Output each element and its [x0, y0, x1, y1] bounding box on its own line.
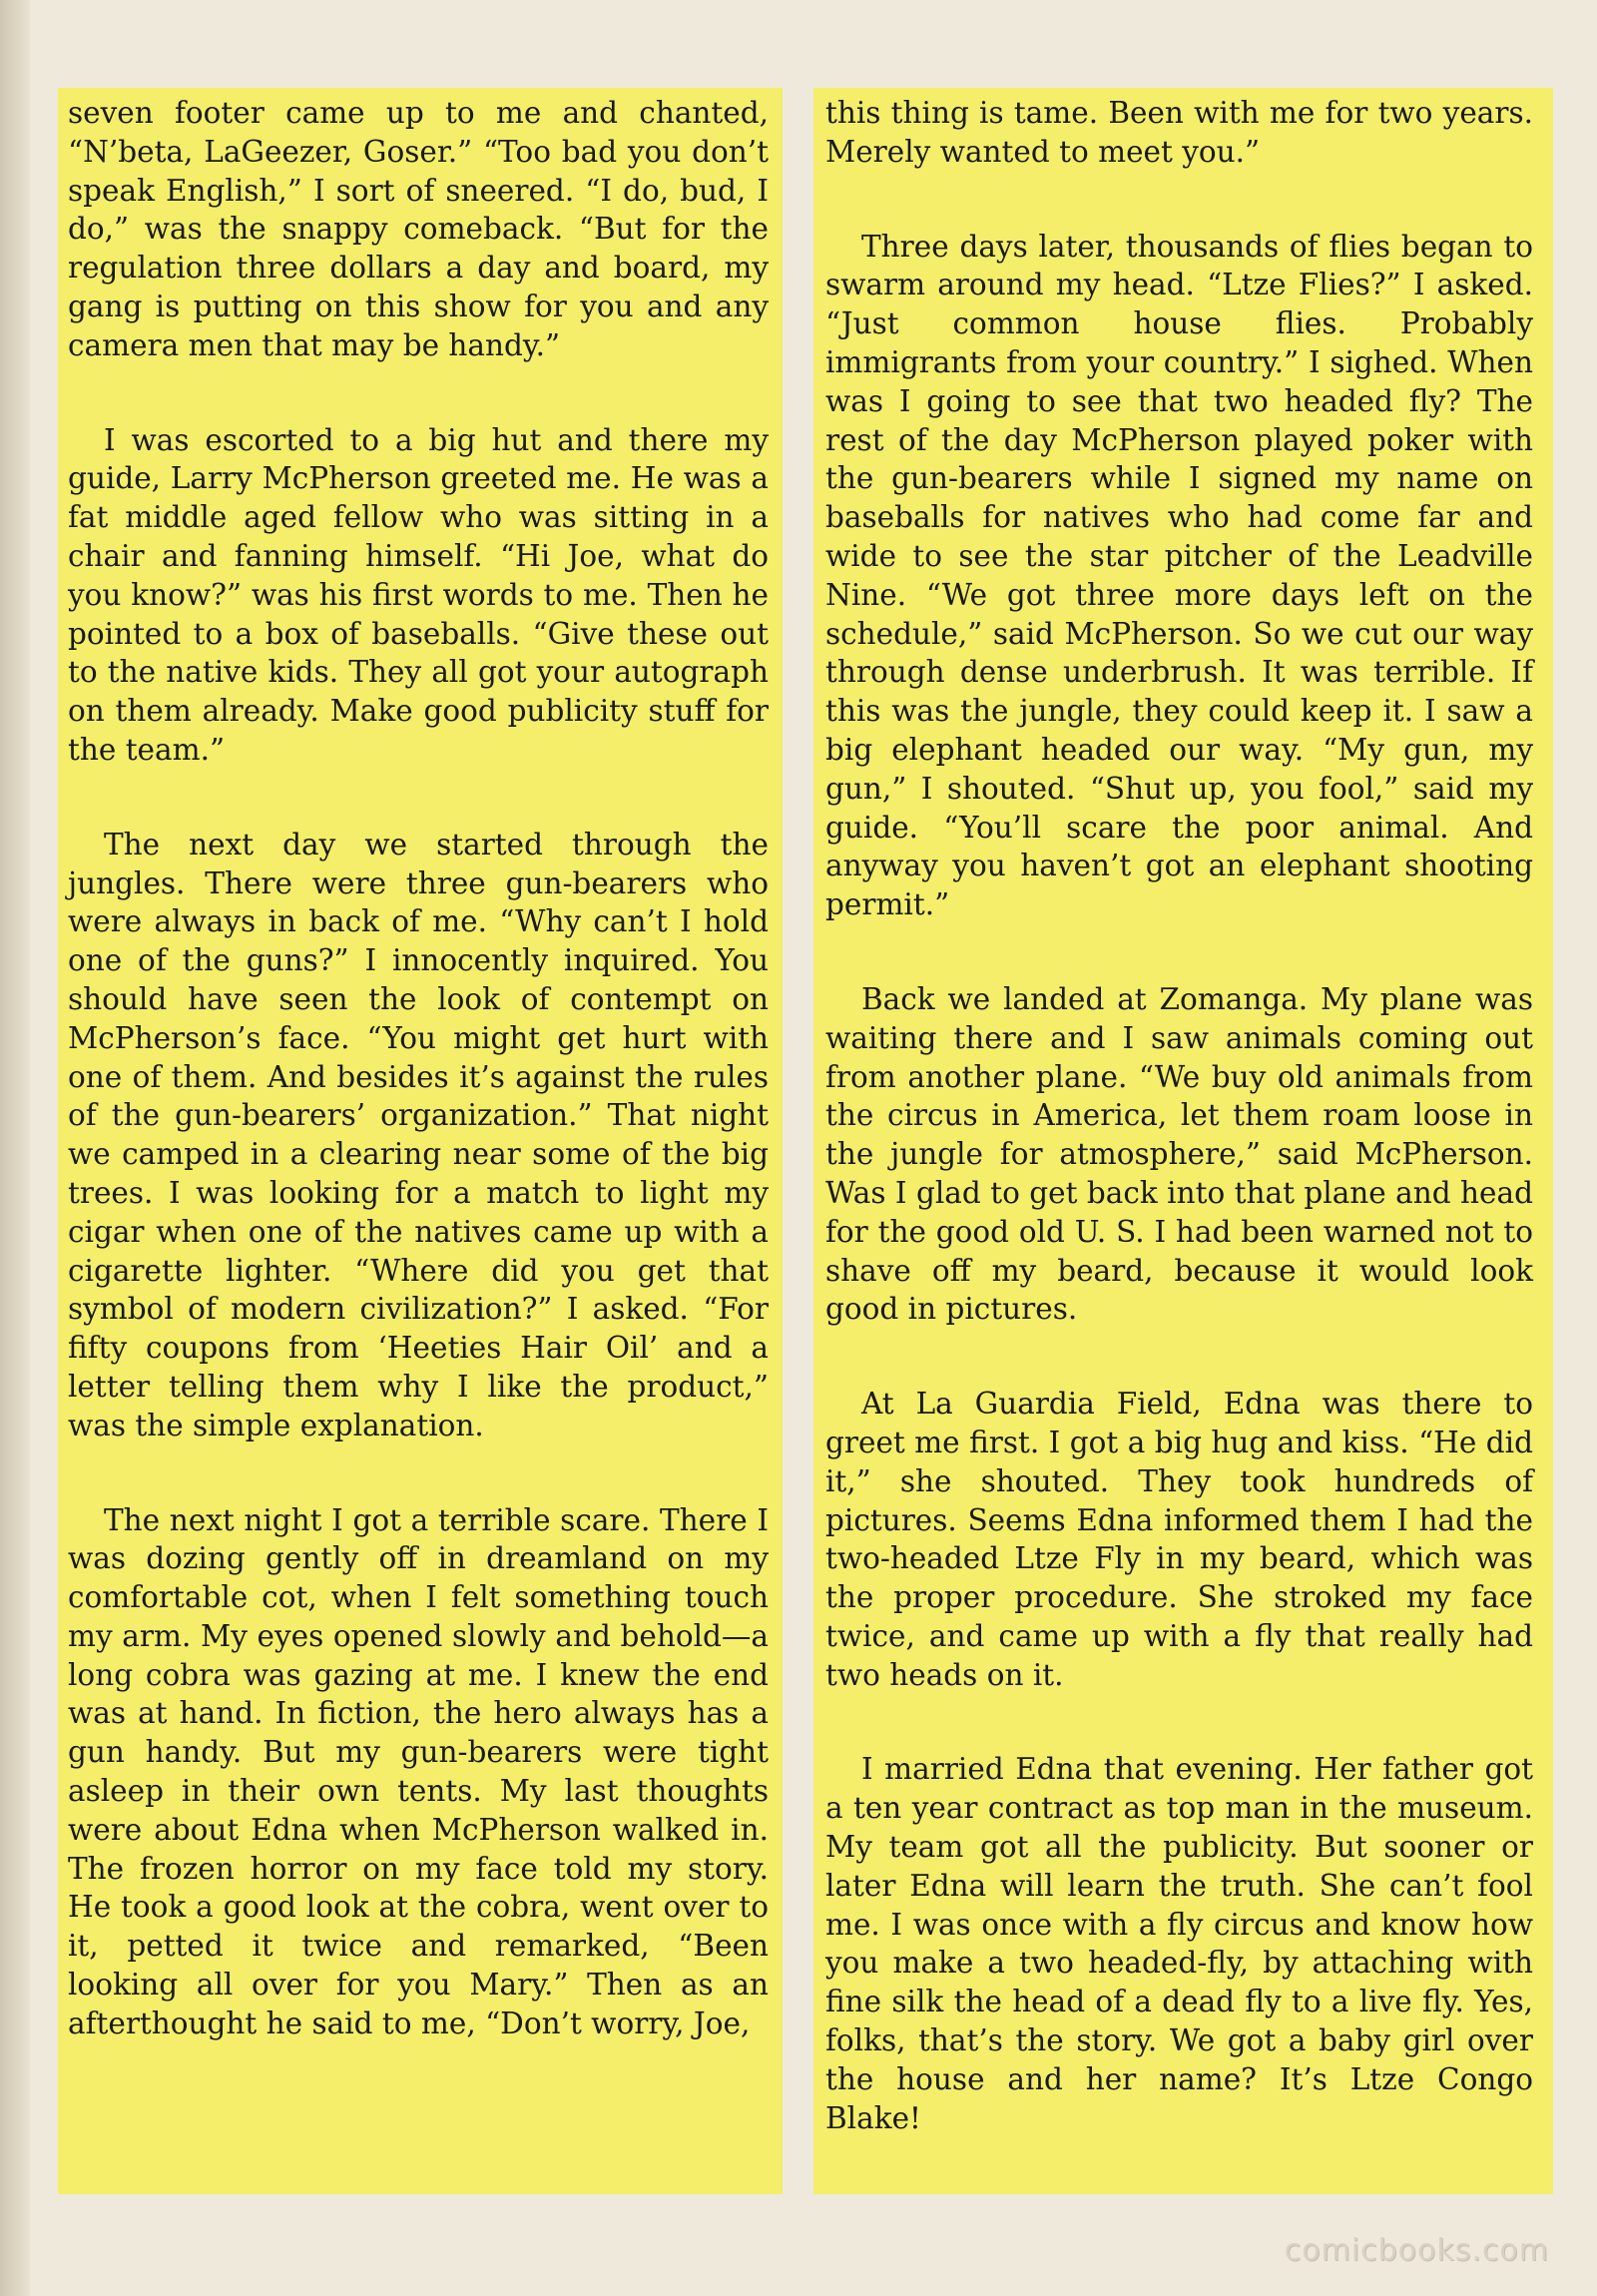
paragraph: The next night I got a terrible scare. There I was dozing gently off in dreamland on my comfortable cot, when I felt something touch my arm. My eyes opened slowly and behold—a long cobra was gazing at me. I knew the end was at hand. In fiction, the hero always has a gun handy. But my gun-bearers were tight asleep in their own tents. My last thoughts were about Edna when McPherson walked in. The frozen horror on my face told my story. He took a good look at the cobra, went over to it, petted it twice and remarked, “Been looking all over for you Mary.” Then as an afterthought he said to me, “Don’t worry, Joe,: [68, 1502, 769, 2040]
paragraph: seven footer came up to me and chanted, “N’beta, LaGeezer, Goser.” “Too bad you don’t speak English,” I sort of sneered. “I do, bud, I do,” was the snappy comeback. “But for the regulation three dollars a day and board, my gang is putting on this show for you and any camera men that may be handy.”: [68, 96, 769, 362]
text-column-left: [58, 88, 783, 2194]
page-binding-edge: [0, 0, 30, 2296]
paragraph: At La Guardia Field, Edna was there to greet me first. I got a big hug and kiss. “He did it,” she shouted. They took hundreds of pictures. Seems Edna informed them I had the two-headed Ltze Fly in my beard, which was the proper procedure. She stroked my face twice, and came up with a fly that really had two heads on it.: [825, 1387, 1533, 1692]
paragraph: I was escorted to a big hut and there my guide, Larry McPherson greeted me. He was a fat middle aged fellow who was sitting in a chair and fanning himself. “Hi Joe, what do you know?” was his first words to me. Then he pointed to a box of baseballs. “Give these out to the native kids. They all got your autograph on them already. Make good publicity stuff for the team.”: [68, 422, 769, 767]
watermark: comicbooks.com: [1284, 2233, 1549, 2268]
paragraph: this thing is tame. Been with me for two years. Merely wanted to meet you.”: [825, 96, 1533, 169]
paragraph: Back we landed at Zomanga. My plane was waiting there and I saw animals coming out from another plane. “We buy old animals from the circus in America, let them roam loose in the jungle for atmosphere,” said McPherson. Was I glad to get back into that plane and head for the good old U. S. I had been warned not to shave off my beard, because it would look good in pictures.: [825, 981, 1533, 1327]
text-column-right: [813, 88, 1553, 2194]
paragraph: The next day we started through the jungles. There were three gun-bearers who were always in back of me. “Why can’t I hold one of the guns?” I innocently inquired. You should have seen the look of contempt on McPherson’s face. “You might get hurt with one of them. And besides it’s against the rules of the gun-bearers’ organization.” That night we camped in a clearing near some of the big trees. I was looking for a match to light my cigar when one of the natives came up with a cigarette lighter. “Where did you get that symbol of modern civilization?” I asked. “For fifty coupons from ‘Heeties Hair Oil’ and a letter telling them why I like the product,” was the simple explanation.: [68, 827, 769, 1442]
paragraph: I married Edna that evening. Her father got a ten year contract as top man in the museum. My team got all the publicity. But sooner or later Edna will learn the truth. She can’t fool me. I was once with a fly circus and know how you make a two headed-fly, by attaching with fine silk the head of a dead fly to a live fly. Yes, folks, that’s the story. We got a baby girl over the house and her name? It’s Ltze Congo Blake!: [825, 1752, 1533, 2135]
paragraph: Three days later, thousands of flies began to swarm around my head. “Ltze Flies?” I asked. “Just common house flies. Probably immigrants from your country.” I sighed. When was I going to see that two headed fly? The rest of the day McPherson played poker with the gun-bearers while I signed my name on baseballs for natives who had come far and wide to see the star pitcher of the Leadville Nine. “We got three more days left on the schedule,” said McPherson. So we cut our way through dense underbrush. It was terrible. If this was the jungle, they could keep it. I saw a big elephant headed our way. “My gun, my gun,” I shouted. “Shut up, you fool,” said my guide. “You’ll scare the poor animal. And anyway you haven’t got an elephant shooting permit.”: [825, 229, 1533, 922]
